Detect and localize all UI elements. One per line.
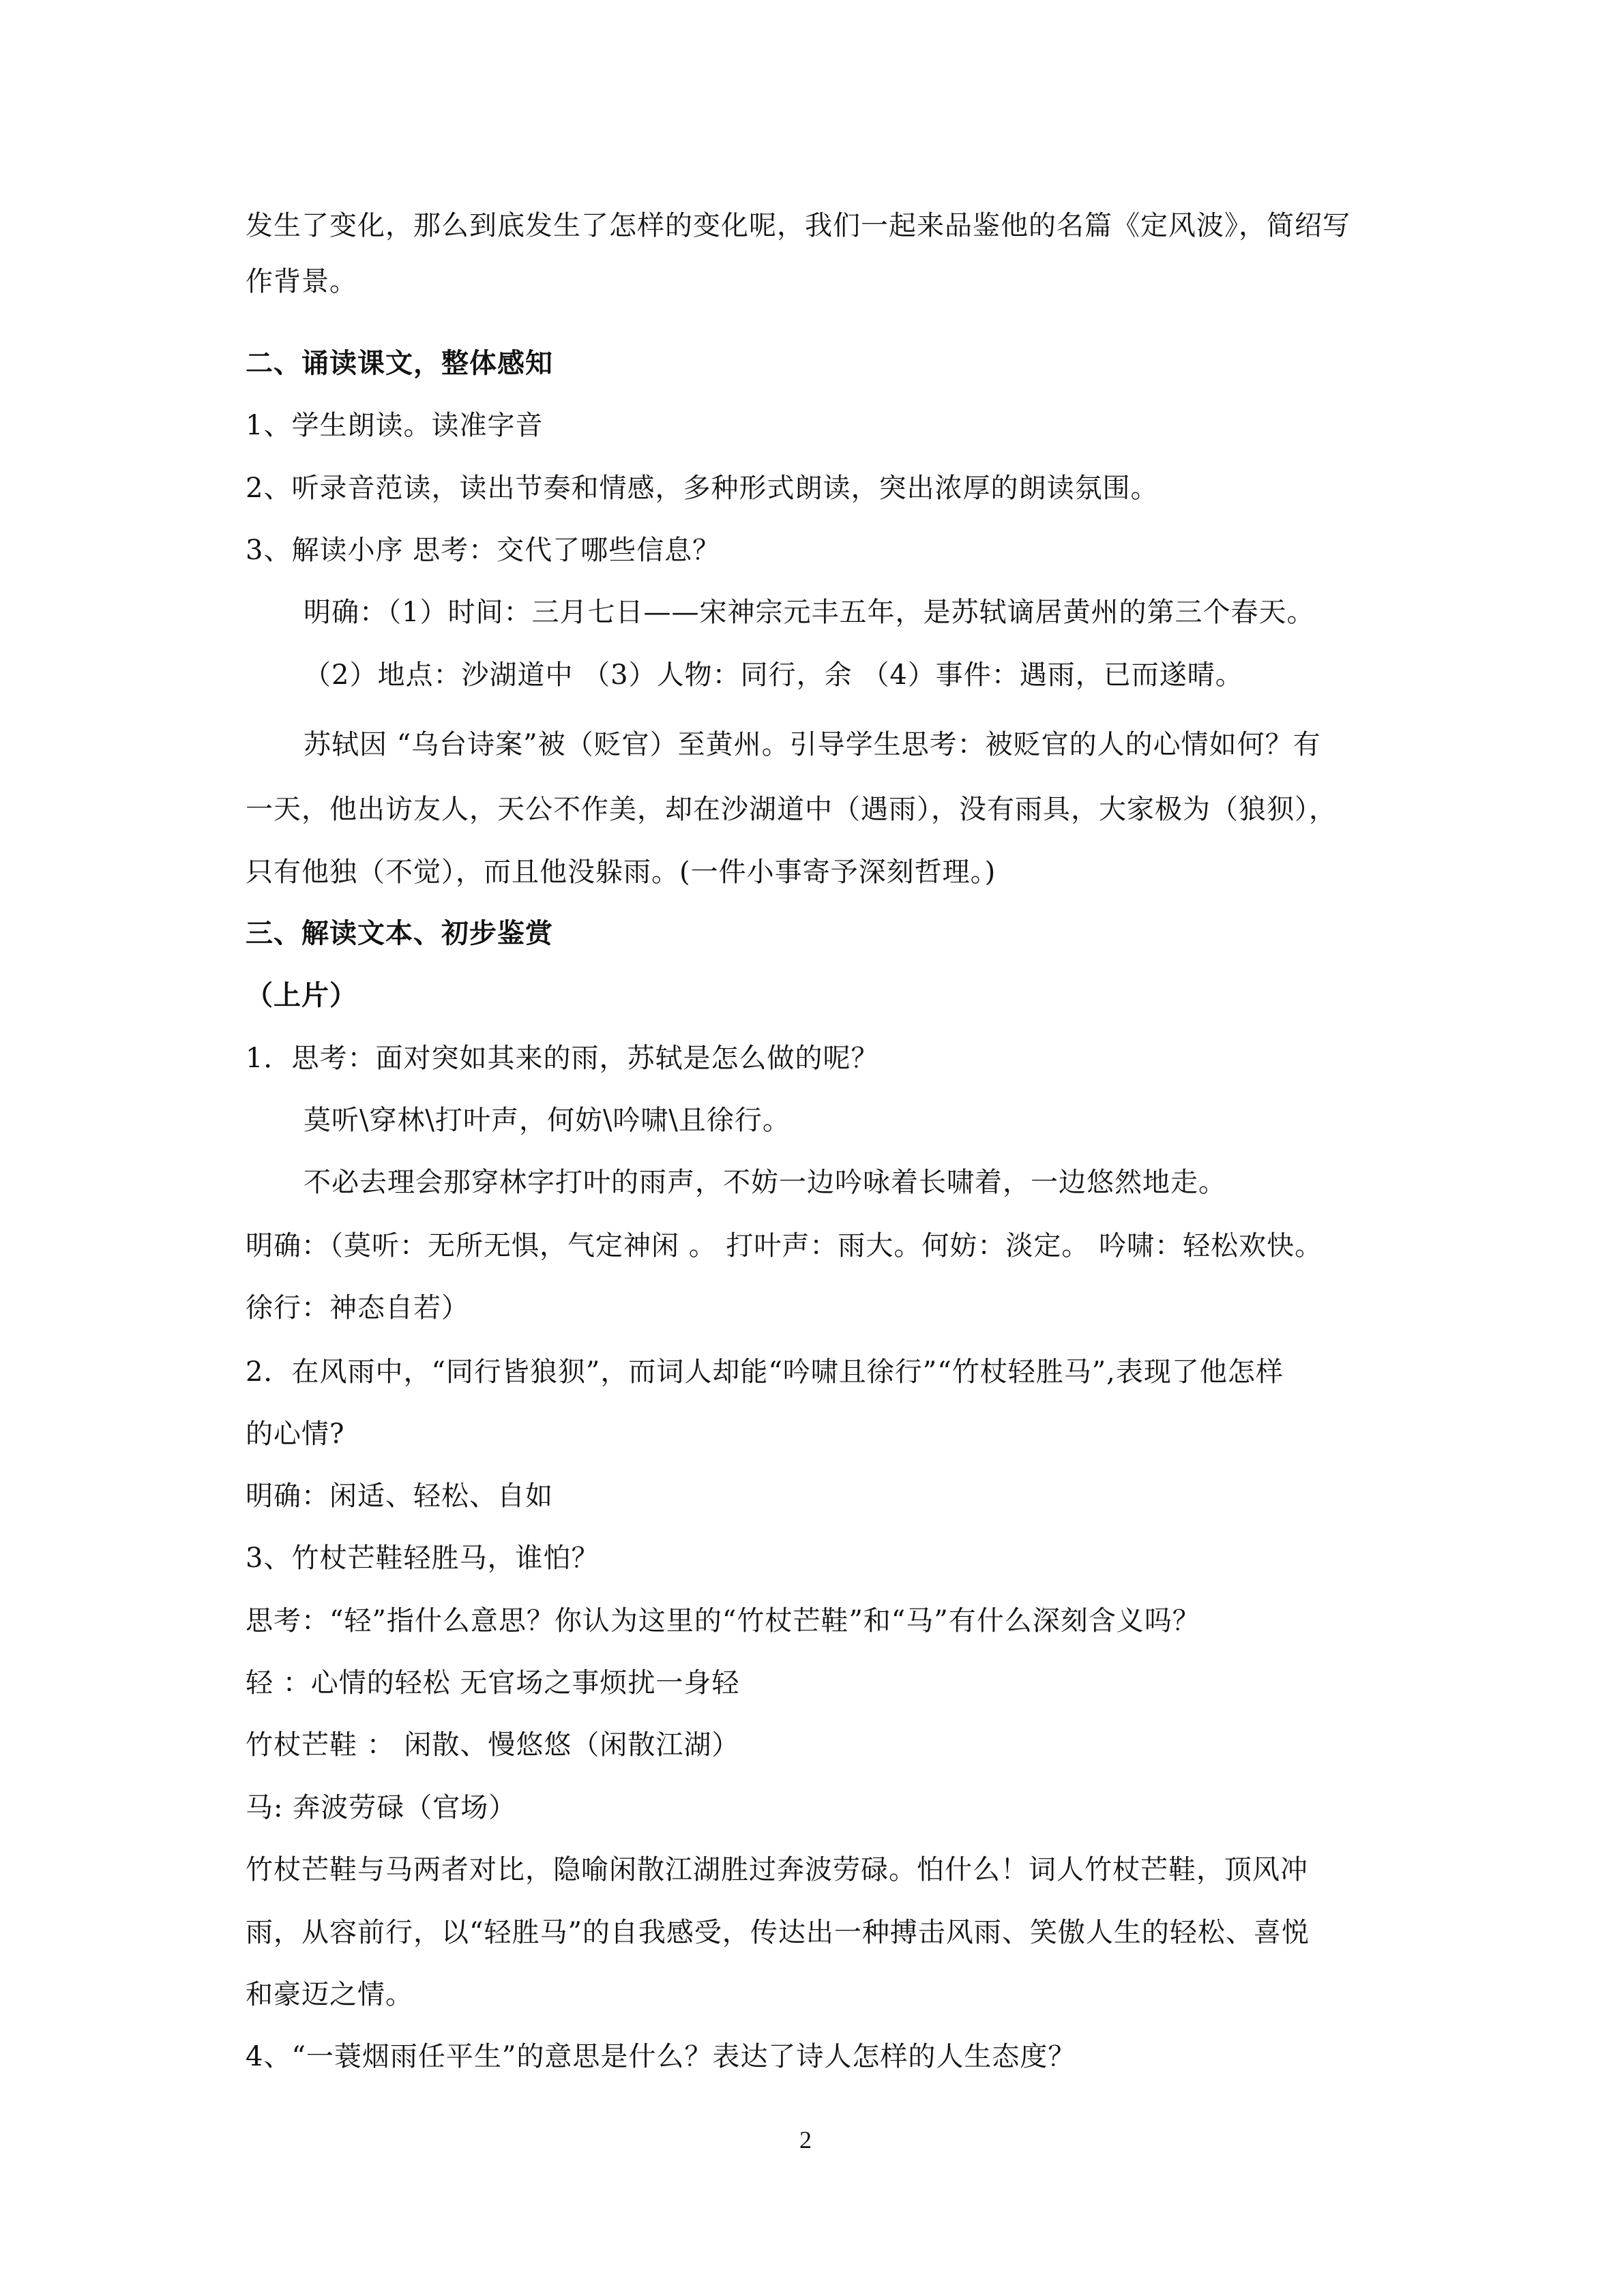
paragraph-line: 的心情? (246, 1418, 345, 1450)
paragraph-line: 明确：闲适、轻松、自如 (246, 1480, 553, 1512)
paragraph-line: 莫听\穿林\打叶声，何妨\吟啸\且徐行。 (304, 1105, 791, 1136)
paragraph-line: 只有他独（不觉），而且他没躲雨。(一件小事寄予深刻哲理。) (246, 856, 996, 888)
paragraph-line: 和豪迈之情。 (246, 1979, 413, 2010)
subsection-heading: （上片） (246, 979, 357, 1011)
list-item: 2．在风雨中，“同行皆狼狈”，而词人却能“吟啸且徐行”“竹杖轻胜马”,表现了他怎样 (246, 1356, 1284, 1388)
list-item: 3、解读小序 思考：交代了哪些信息？ (246, 535, 721, 566)
paragraph-line: 一天，他出访友人，天公不作美，却在沙湖道中（遇雨），没有雨具，大家极为（狼狈）， (246, 794, 1337, 825)
paragraph-line: 苏轼因 “乌台诗案”被（贬官）至黄州。引导学生思考：被贬官的人的心情如何？有 (304, 729, 1321, 760)
list-item: 1、学生朗读。读准字音 (246, 410, 544, 441)
section-heading: 二、诵读课文，整体感知 (246, 347, 553, 379)
paragraph-line: （2）地点：沙湖道中 （3）人物：同行，余 （4）事件：遇雨，已而遂晴。 (304, 659, 1243, 691)
list-item: 2、听录音范读，读出节奏和情感，多种形式朗读，突出浓厚的朗读氛围。 (246, 473, 1159, 504)
paragraph-line: 雨，从容前行，以“轻胜马”的自我感受，传达出一种搏击风雨、笑傲人生的轻松、喜悦 (246, 1917, 1310, 1948)
paragraph-line: 明确：（1）时间：三月七日——宋神宗元丰五年，是苏轼谪居黄州的第三个春天。 (304, 597, 1315, 628)
paragraph-line: 竹杖芒鞋与马两者对比，隐喻闲散江湖胜过奔波劳碌。怕什么！词人竹杖芒鞋，顶风冲 (246, 1854, 1308, 1885)
paragraph-line: 竹杖芒鞋 ： 闲散、慢悠悠（闲散江湖） (246, 1729, 740, 1761)
section-heading: 三、解读文本、初步鉴赏 (246, 917, 553, 949)
paragraph-line: 明确：（莫听：无所无惧，气定神闲 。 打叶声：雨大。何妨：淡定。 吟啸：轻松欢快。 (246, 1230, 1323, 1262)
paragraph-line: 马: 奔波劳碌（官场） (246, 1792, 517, 1823)
page-number: 2 (799, 2126, 812, 2153)
list-item: 3、竹杖芒鞋轻胜马，谁怕？ (246, 1542, 600, 1574)
list-item: 4、“一蓑烟雨任平生”的意思是什么？表达了诗人怎样的人生态度？ (246, 2041, 1076, 2072)
paragraph-line: 思考：“轻”指什么意思？你认为这里的“竹杖芒鞋”和“马”有什么深刻含义吗？ (246, 1605, 1200, 1637)
paragraph-line: 发生了变化，那么到底发生了怎样的变化呢，我们一起来品鉴他的名篇《定风波》，简绍写 (246, 210, 1350, 241)
paragraph-line: 徐行：神态自若） (246, 1292, 469, 1324)
list-item: 1．思考：面对突如其来的雨，苏轼是怎么做的呢？ (246, 1043, 879, 1074)
paragraph-line: 轻 ：心情的轻松 无官场之事烦扰一身轻 (246, 1667, 740, 1699)
paragraph-line: 不必去理会那穿林字打叶的雨声，不妨一边吟咏着长啸着，一边悠然地走。 (304, 1167, 1226, 1198)
paragraph-line: 作背景。 (246, 266, 357, 297)
